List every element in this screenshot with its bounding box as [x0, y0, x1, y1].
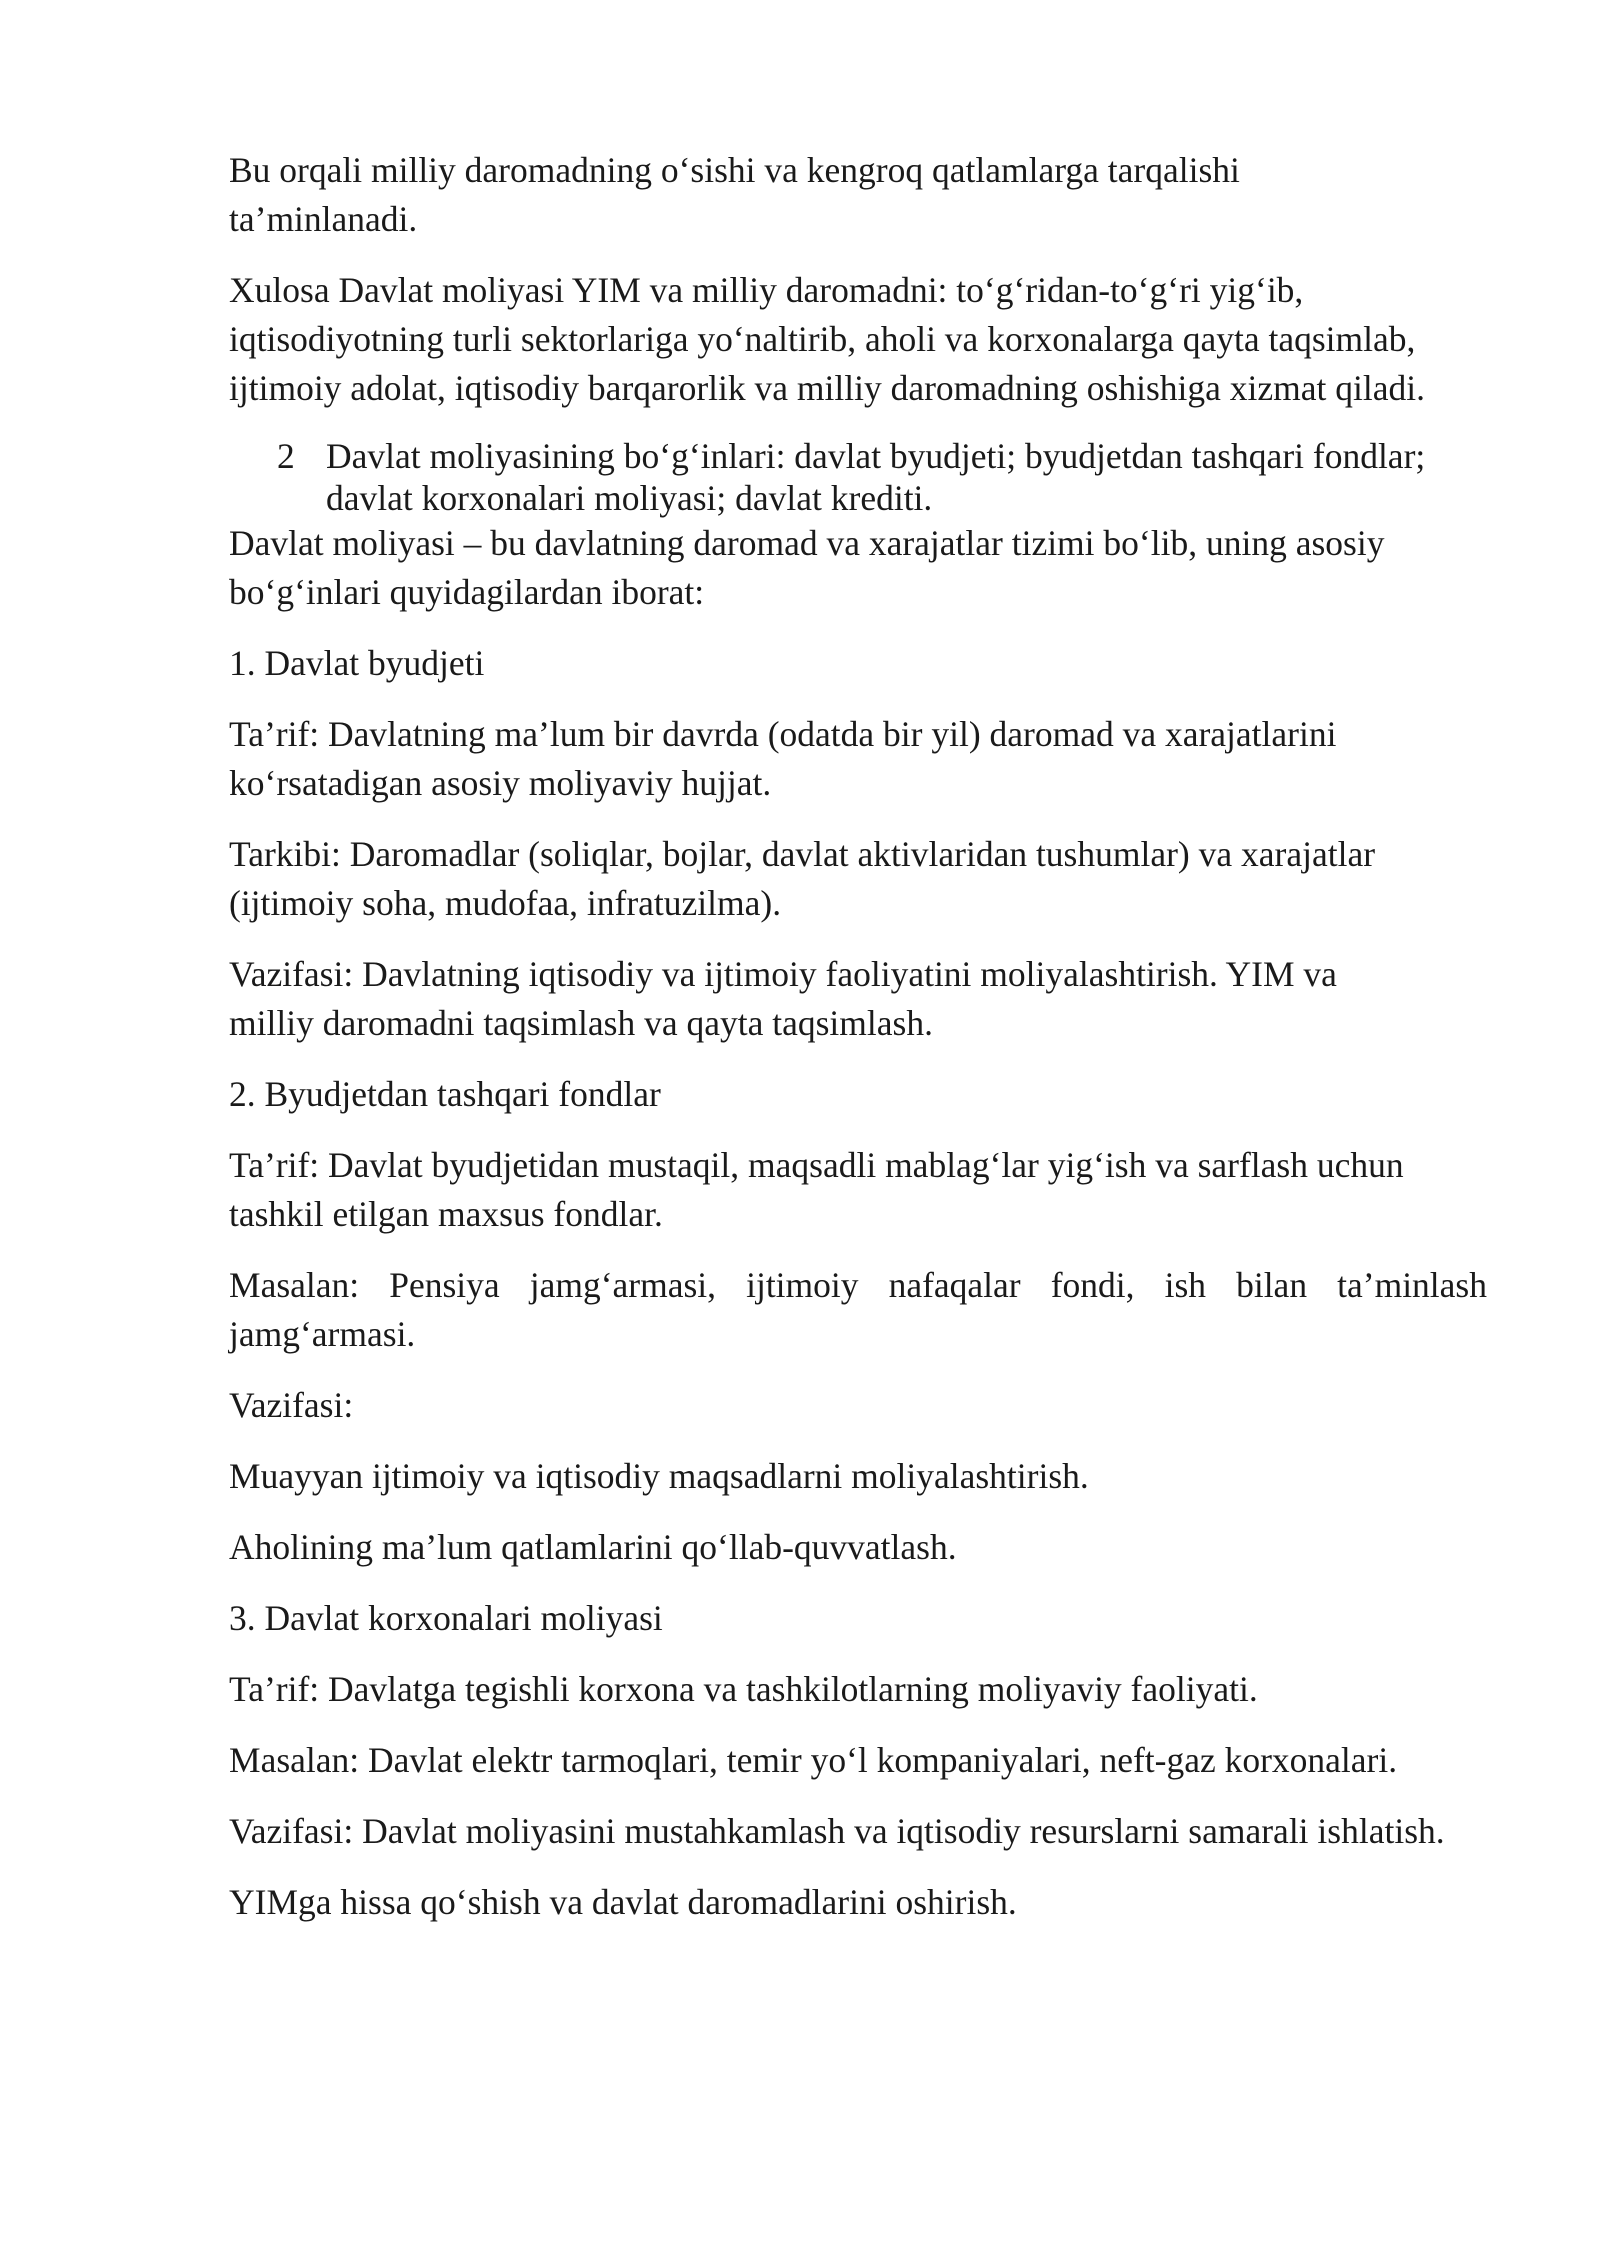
paragraph-definition: Davlat moliyasi – bu davlatning daromad va xarajatlar tizimi bo‘lib, uning asosiy bo‘g‘inlari quyidagilardan iborat:	[229, 523, 1385, 612]
paragraph-funds-function-1: Muayyan ijtimoiy va iqtisodiy maqsadlarni moliyalashtirish.	[229, 1456, 1089, 1496]
paragraph-funds-examples: Masalan: Pensiya jamg‘armasi, ijtimoiy nafaqalar fondi, ish bilan ta’minlash jamg‘armasi.	[229, 1265, 1487, 1354]
paragraph-funds-definition: Ta’rif: Davlat byudjetidan mustaqil, maqsadli mablag‘lar yig‘ish va sarflash uchun tashkil etilgan maxsus fondlar.	[229, 1145, 1404, 1234]
paragraph-budget-composition: Tarkibi: Daromadlar (soliqlar, bojlar, davlat aktivlaridan tushumlar) va xarajatlar (ijtimoiy soha, mudofaa, infratuzilma).	[229, 834, 1376, 923]
list-item-text: Davlat moliyasining bo‘g‘inlari: davlat byudjeti; byudjetdan tashqari fondlar; davlat korxonalari moliyasi; davlat krediti.	[326, 436, 1426, 518]
section-heading-extrabudgetary-funds: 2. Byudjetdan tashqari fondlar	[229, 1074, 661, 1114]
numbered-list-item	[277, 435, 1487, 519]
paragraph-budget-function: Vazifasi: Davlatning iqtisodiy va ijtimoiy faoliyatini moliyalashtirish. YIM va milliy daromadni taqsimlash va qayta taqsimlash.	[229, 954, 1337, 1043]
paragraph-enterprises-definition: Ta’rif: Davlatga tegishli korxona va tashkilotlarning moliyaviy faoliyati.	[229, 1669, 1258, 1709]
paragraph-enterprises-function: Vazifasi: Davlat moliyasini mustahkamlash va iqtisodiy resurslarni samarali ishlatish.	[229, 1811, 1445, 1851]
document-page	[229, 146, 1487, 1949]
section-heading-state-enterprises: 3. Davlat korxonalari moliyasi	[229, 1598, 663, 1638]
paragraph-budget-definition: Ta’rif: Davlatning ma’lum bir davrda (odatda bir yil) daromad va xarajatlarini ko‘rsatadigan asosiy moliyaviy hujjat.	[229, 714, 1337, 803]
paragraph-conclusion: Xulosa Davlat moliyasi YIM va milliy daromadni: to‘g‘ridan-to‘g‘ri yig‘ib, iqtisodiyotning turli sektorlariga yo‘naltirib, aholi va korxonalarga qayta taqsimlab, ijtimoiy adolat, iqtisodiy barqarorlik va milliy daromadning oshishiga xizmat qiladi.	[229, 270, 1425, 408]
paragraph-intro: Bu orqali milliy daromadning o‘sishi va kengroq qatlamlarga tarqalishi ta’minlanadi.	[229, 150, 1240, 239]
paragraph-funds-function-2: Aholining ma’lum qatlamlarini qo‘llab-quvvatlash.	[229, 1527, 957, 1567]
list-item-number: 2	[277, 436, 295, 476]
paragraph-funds-function-label: Vazifasi:	[229, 1385, 354, 1425]
paragraph-enterprises-contribution: YIMga hissa qo‘shish va davlat daromadlarini oshirish.	[229, 1882, 1017, 1922]
paragraph-enterprises-examples: Masalan: Davlat elektr tarmoqlari, temir yo‘l kompaniyalari, neft-gaz korxonalari.	[229, 1740, 1398, 1780]
section-heading-state-budget: 1. Davlat byudjeti	[229, 643, 485, 683]
